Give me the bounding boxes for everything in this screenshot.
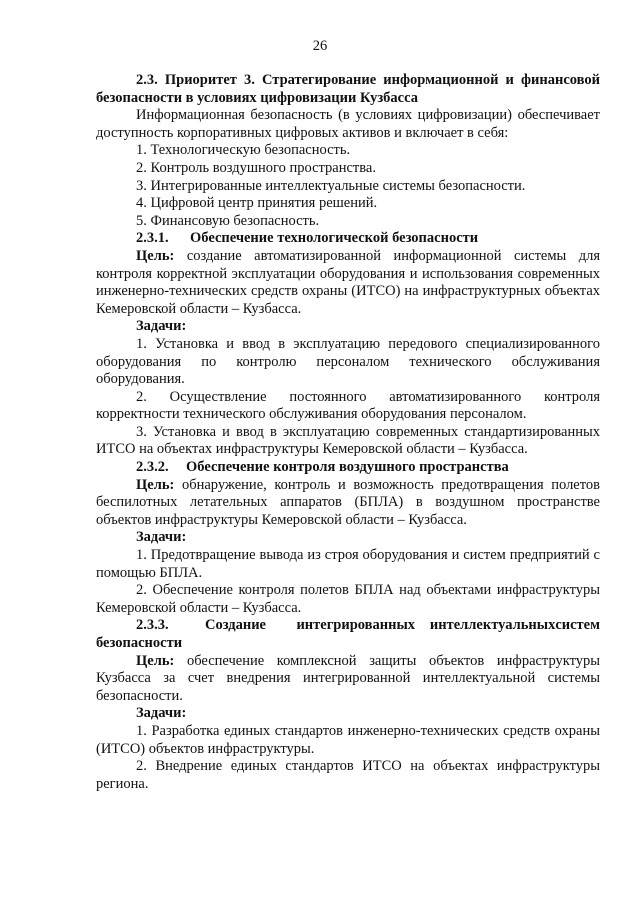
goal-text: создание автоматизированной информационной системы для контроля корректной эксплуатации оборудования и использования современных инженерно-технических средств охраны (ИТСО) на инфраструктурных объектах Кемеровской области – Кузбасса.	[96, 247, 601, 317]
goal-paragraph	[96, 248, 600, 318]
section-title: Обеспечение технологической безопасности	[190, 230, 479, 247]
section-title: Обеспечение контроля воздушного пространства	[186, 459, 509, 476]
list-item: 3. Интегрированные интеллектуальные системы безопасности.	[136, 177, 526, 194]
section-number: 2.3.3.	[136, 617, 169, 634]
section-heading-2-3-1	[96, 230, 600, 248]
section-title-word: интеллектуальных	[429, 617, 556, 634]
goal-label: Цель:	[136, 247, 175, 264]
section-number: 2.3.1.	[136, 230, 169, 247]
goal-text: обеспечение комплексной защиты объектов инфраструктуры Кузбасса за счет внедрения интегрированной интеллектуальной системы безопасности.	[96, 652, 601, 704]
section-title-word: систем	[555, 617, 600, 634]
tasks-label: Задачи:	[136, 318, 187, 335]
task-item: 2. Осуществление постоянного автоматизированного контроля корректности технического обслуживания оборудования персоналом.	[96, 388, 600, 423]
goal-label: Цель:	[136, 476, 175, 493]
section-title-word: Создание	[204, 617, 266, 634]
page-content	[96, 72, 600, 793]
task-item: 1. Установка и ввод в эксплуатацию передового специализированного оборудования по контролю персоналом технического обслуживания оборудования.	[96, 335, 600, 388]
list-item: 1. Технологическую безопасность.	[136, 142, 351, 159]
goal-text: обнаружение, контроль и возможность предотвращения полетов беспилотных летательных аппаратов (БПЛА) в воздушном пространстве объектов инфраструктуры Кемеровской области – Кузбасса.	[96, 476, 600, 528]
list-item: 4. Цифровой центр принятия решений.	[136, 195, 378, 212]
tasks-label: Задачи:	[136, 705, 187, 722]
page-number: 26	[312, 38, 328, 54]
task-item: 1. Разработка единых стандартов инженерно-технических средств охраны (ИТСО) объектов инфраструктуры.	[96, 722, 600, 757]
section-heading-2-3-2	[96, 459, 600, 477]
tasks-label: Задачи:	[136, 529, 187, 546]
section-heading-2-3: 2.3. Приоритет 3. Стратегирование информационной и финансовой безопасности в условиях цифровизации Кузбасса	[96, 72, 600, 106]
goal-paragraph	[96, 653, 600, 706]
task-item: 3. Установка и ввод в эксплуатацию современных стандартизированных ИТСО на объектах инфраструктуры Кемеровской области – Кузбасса.	[96, 423, 600, 458]
section-number: 2.3.2.	[136, 459, 169, 476]
section-heading-2-3-3	[96, 617, 600, 635]
paragraph-intro: Информационная безопасность (в условиях цифровизации) обеспечивает доступность корпоративных цифровых активов и включает в себя:	[96, 107, 600, 141]
section-title-word: интегрированных	[296, 617, 416, 634]
list-item: 5. Финансовую безопасность.	[136, 212, 320, 229]
section-title-end: безопасности	[96, 635, 183, 651]
task-item: 2. Обеспечение контроля полетов БПЛА над объектами инфраструктуры Кемеровской области – Кузбасса.	[96, 582, 600, 616]
task-item: 2. Внедрение единых стандартов ИТСО на объектах инфраструктуры региона.	[96, 758, 600, 792]
goal-paragraph	[96, 477, 600, 530]
goal-label: Цель:	[136, 652, 175, 669]
list-item: 2. Контроль воздушного пространства.	[136, 159, 376, 176]
task-item: 1. Предотвращение вывода из строя оборудования и систем предприятий с помощью БПЛА.	[96, 547, 600, 581]
